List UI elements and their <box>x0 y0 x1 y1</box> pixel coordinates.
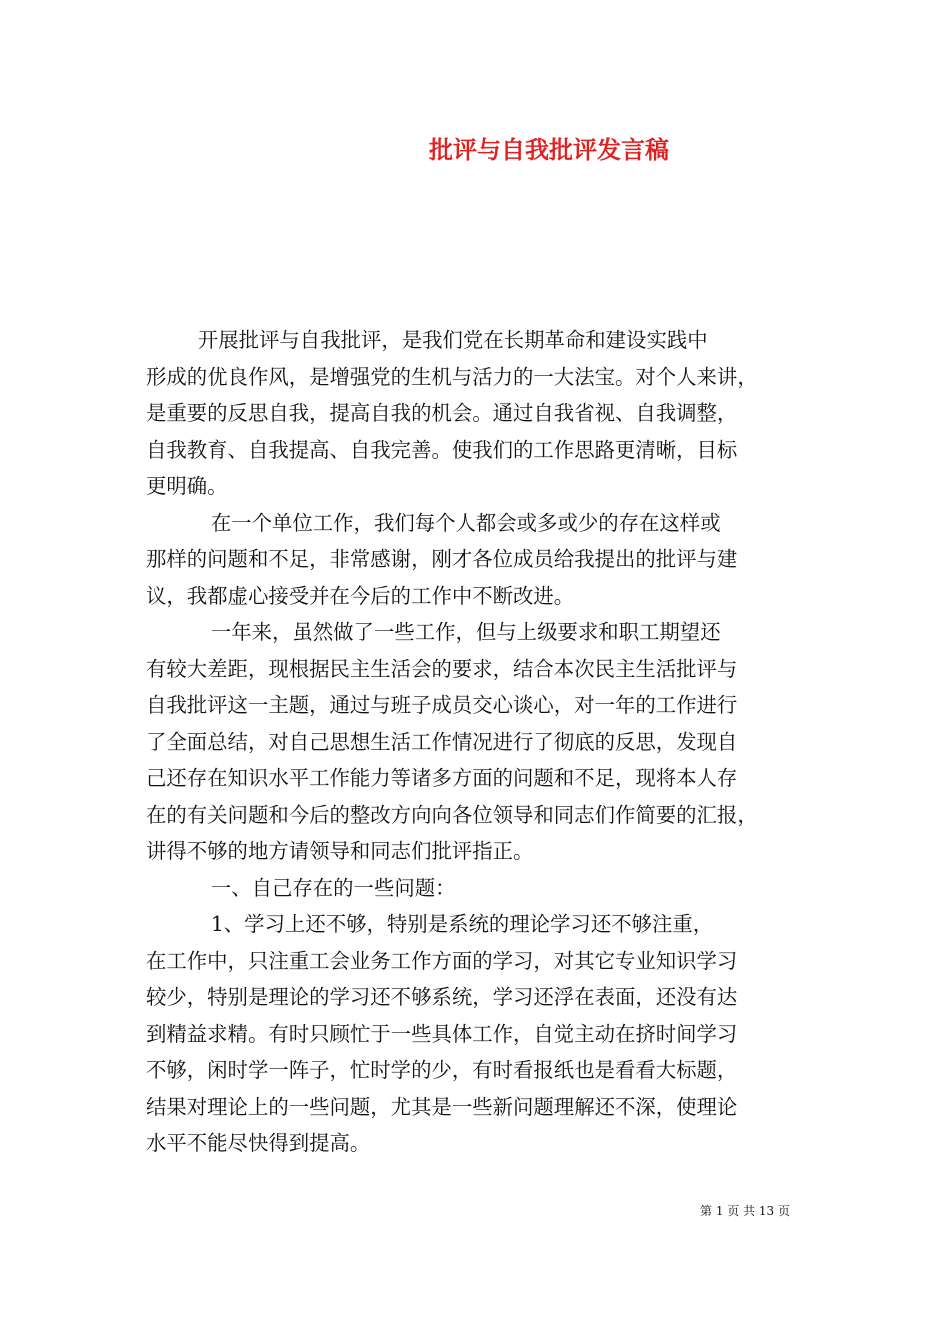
text-line: 了全面总结，对自己思想生活工作情况进行了彻底的反思，发现自 <box>146 729 738 754</box>
text-line: 到精益求精。有时只顾忙于一些具体工作，自觉主动在挤时间学习 <box>146 1021 738 1046</box>
text-line: 讲得不够的地方请领导和同志们批评指正。 <box>146 839 534 863</box>
text-line: 一年来，虽然做了一些工作，但与上级要求和职工期望还 <box>146 620 721 644</box>
text-line: 较少，特别是理论的学习还不够系统，学习还浮在表面，还没有达 <box>146 985 738 1009</box>
text-line: 自我批评这一主题，通过与班子成员交心谈心，对一年的工作进行 <box>146 693 738 717</box>
text-line: 结果对理论上的一些问题，尤其是一些新问题理解还不深，使理论 <box>146 1094 738 1119</box>
text-line: 在工作中，只注重工会业务工作方面的学习，对其它专业知识学习 <box>146 948 738 973</box>
text-line: 开展批评与自我批评，是我们党在长期革命和建设实践中 <box>146 328 708 352</box>
text-line: 自我教育、自我提高、自我完善。使我们的工作思路更清晰，目标 <box>146 437 738 462</box>
text-line: 己还存在知识水平工作能力等诸多方面的问题和不足，现将本人存 <box>146 766 738 790</box>
text-line: 1、学习上还不够，特别是系统的理论学习还不够注重， <box>146 912 714 936</box>
document-body <box>146 322 810 1162</box>
text-line: 不够，闲时学一阵子，忙时学的少，有时看报纸也是看看大标题， <box>146 1058 738 1082</box>
text-line: 是重要的反思自我，提高自我的机会。通过自我省视、自我调整， <box>146 401 738 425</box>
text-line: 在的有关问题和今后的整改方向向各位领导和同志们作简要的汇报， <box>146 802 758 827</box>
text-line: 形成的优良作风，是增强党的生机与活力的一大法宝。对个人来讲， <box>146 364 758 389</box>
text-line: 更明确。 <box>146 474 228 498</box>
text-line: 那样的问题和不足，非常感谢，刚才各位成员给我提出的批评与建 <box>146 547 738 571</box>
text-line: 有较大差距，现根据民主生活会的要求，结合本次民主生活批评与 <box>146 656 738 681</box>
text-line: 议，我都虚心接受并在今后的工作中不断改进。 <box>146 583 575 608</box>
page-number-footer: 第 1 页 共 13 页 <box>700 1204 790 1218</box>
text-line: 在一个单位工作，我们每个人都会或多或少的存在这样或 <box>146 510 721 535</box>
text-line: 一、自己存在的一些问题： <box>146 875 456 900</box>
text-line: 水平不能尽快得到提高。 <box>146 1131 371 1155</box>
document-title: 批评与自我批评发言稿 <box>429 135 669 164</box>
